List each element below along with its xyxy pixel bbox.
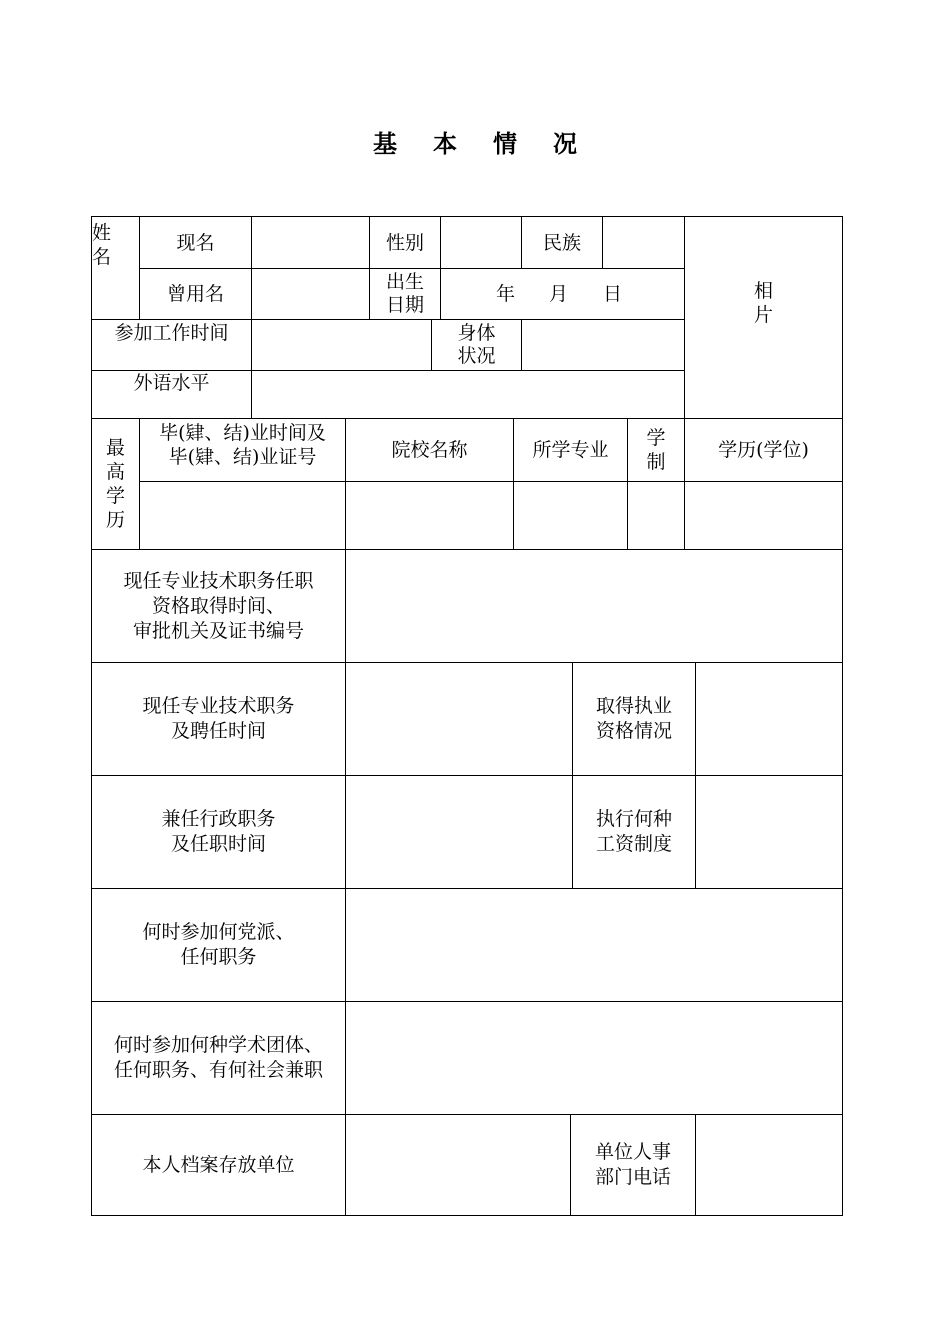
label-line: 单位人事 <box>594 1141 671 1163</box>
label-line: 片 <box>753 303 773 326</box>
label-line: 日期 <box>385 294 424 316</box>
label-graduation-time <box>140 419 345 481</box>
current-name-field[interactable] <box>252 217 369 268</box>
label-current-name: 现名 <box>176 231 215 254</box>
former-name-field[interactable] <box>252 269 369 319</box>
title-char: 本 <box>433 129 457 158</box>
label-line: 身体 <box>457 322 496 344</box>
label-duration <box>628 419 684 481</box>
label-party <box>92 889 345 1001</box>
work-start-field[interactable] <box>252 320 431 370</box>
label-gender: 性别 <box>385 231 424 254</box>
rule <box>842 216 843 1216</box>
label-line: 高 <box>105 461 125 483</box>
title-char: 况 <box>553 129 577 158</box>
label-line: 任何职务 <box>180 946 257 968</box>
label-admin-post <box>92 776 345 888</box>
photo-box[interactable] <box>685 217 842 418</box>
label-ethnicity: 民族 <box>542 231 581 254</box>
label-line: 最 <box>105 437 125 459</box>
health-field[interactable] <box>522 320 684 370</box>
label-line: 资格取得时间、 <box>151 594 285 617</box>
rule <box>91 1215 843 1216</box>
tech-qualification-field[interactable] <box>346 550 842 662</box>
label-line: 资格情况 <box>595 720 672 742</box>
title-char: 基 <box>373 129 397 158</box>
graduation-time-field[interactable] <box>140 482 345 549</box>
admin-post-field[interactable] <box>346 776 572 888</box>
academic-field[interactable] <box>346 1002 842 1114</box>
label-name <box>92 217 139 319</box>
title-char: 情 <box>493 129 517 158</box>
label-practice-qualification <box>573 663 695 775</box>
label-line: 审批机关及证书编号 <box>132 619 304 642</box>
school-field[interactable] <box>346 482 513 549</box>
label-line: 学 <box>105 485 125 507</box>
label-line: 何时参加何党派、 <box>142 921 295 943</box>
date-month: 月 <box>549 283 569 305</box>
foreign-language-field[interactable] <box>252 371 684 418</box>
label-line: 相 <box>753 279 773 302</box>
tech-post-field[interactable] <box>346 663 572 775</box>
salary-system-field[interactable] <box>696 776 842 888</box>
label-line: 历 <box>105 509 125 531</box>
label-line: 任何职务、有何社会兼职 <box>113 1059 323 1081</box>
label-line: 出生 <box>385 271 424 293</box>
birth-date-field[interactable] <box>441 269 684 319</box>
practice-qualification-field[interactable] <box>696 663 842 775</box>
label-line: 工资制度 <box>595 833 672 855</box>
label-salary-system <box>573 776 695 888</box>
label-line: 及聘任时间 <box>170 720 266 742</box>
label-line: 毕(肄、结)业证号 <box>168 446 317 468</box>
label-line: 取得执业 <box>595 695 672 717</box>
label-line: 状况 <box>457 345 496 367</box>
label-major: 所学专业 <box>532 439 609 461</box>
date-day: 日 <box>603 283 623 305</box>
label-line: 及任职时间 <box>170 833 266 855</box>
label-tech-post <box>92 663 345 775</box>
label-line: 姓 <box>92 222 112 244</box>
date-year: 年 <box>496 283 516 305</box>
duration-field[interactable] <box>628 482 684 549</box>
archive-unit-field[interactable] <box>346 1115 570 1215</box>
label-line: 何时参加何种学术团体、 <box>113 1034 323 1056</box>
label-degree: 学历(学位) <box>718 439 809 461</box>
ethnicity-field[interactable] <box>603 217 684 268</box>
label-academic <box>92 1002 345 1114</box>
label-line: 现任专业技术职务任职 <box>123 569 314 592</box>
label-work-start: 参加工作时间 <box>114 322 229 344</box>
label-line: 名 <box>92 246 112 268</box>
label-foreign-language: 外语水平 <box>133 372 210 394</box>
label-health <box>432 320 521 370</box>
label-highest-education <box>92 419 139 549</box>
label-school: 院校名称 <box>391 439 468 461</box>
gender-field[interactable] <box>441 217 521 268</box>
label-former-name: 曾用名 <box>166 283 224 305</box>
label-line: 部门电话 <box>594 1166 671 1188</box>
label-archive-unit: 本人档案存放单位 <box>142 1154 295 1176</box>
degree-field[interactable] <box>685 482 842 549</box>
label-line: 现任专业技术职务 <box>142 695 295 717</box>
party-field[interactable] <box>346 889 842 1001</box>
label-hr-phone <box>571 1115 695 1215</box>
label-line: 兼任行政职务 <box>161 808 276 830</box>
label-line: 制 <box>646 451 666 473</box>
label-birth-date <box>370 269 440 319</box>
label-line: 毕(肄、结)业时间及 <box>159 422 326 444</box>
major-field[interactable] <box>514 482 627 549</box>
label-line: 执行何种 <box>595 808 672 830</box>
label-line: 学 <box>646 427 666 449</box>
label-tech-qualification <box>92 550 345 662</box>
hr-phone-field[interactable] <box>696 1115 842 1215</box>
